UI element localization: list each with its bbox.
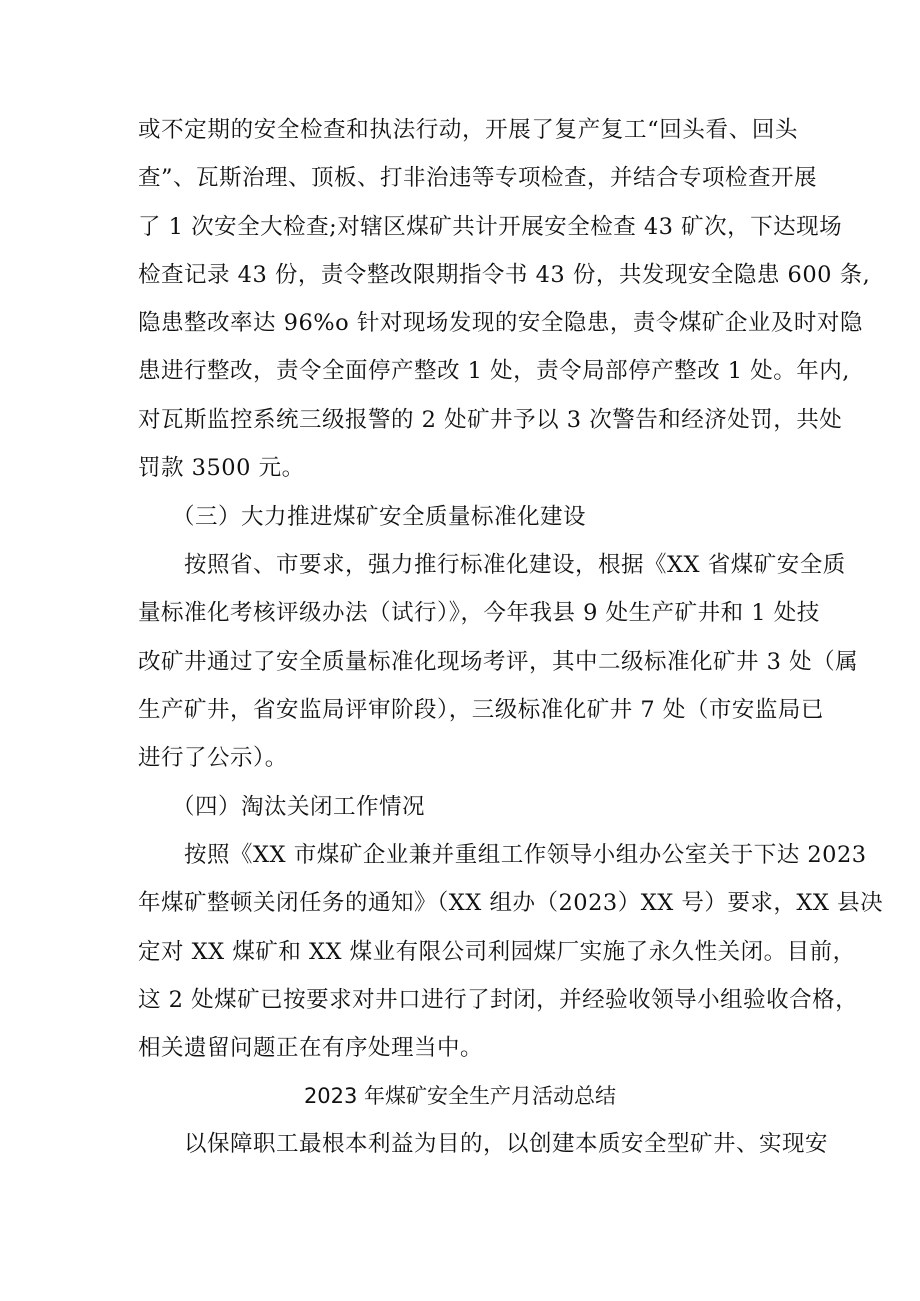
paragraph-line: 查”、瓦斯治理、顶板、打非治违等专项检查，并结合专项检查开展 [138, 165, 818, 191]
paragraph-line: 定对 XX 煤矿和 XX 煤业有限公司利园煤厂实施了永久性关闭。目前， [138, 939, 856, 965]
paragraph-line: 患进行整改，责令全面停产整改 1 处，责令局部停产整改 1 处。年内, [138, 358, 850, 384]
paragraph-line: 了 1 次安全大检查;对辖区煤矿共计开展安全检查 43 矿次，下达现场 [138, 214, 843, 240]
section-heading: （四）淘汰关闭工作情况 [172, 794, 426, 820]
paragraph-line: 或不定期的安全检查和执法行动，开展了复产复工“回头看、回头 [138, 117, 798, 143]
paragraph-line: 以保障职工最根本利益为目的，以创建本质安全型矿井、实现安 [184, 1131, 829, 1157]
section-heading: （三）大力推进煤矿安全质量标准化建设 [172, 504, 587, 530]
paragraph-line: 量标准化考核评级办法（试行）》，今年我县 9 处生产矿井和 1 处技 [138, 600, 820, 626]
paragraph-line: 罚款 3500 元。 [138, 455, 305, 481]
paragraph-line: 生产矿井，省安监局评审阶段），三级标准化矿井 7 处（市安监局已 [138, 697, 824, 723]
paragraph-line: 按照《XX 市煤矿企业兼并重组工作领导小组办公室关于下达 2023 [184, 842, 867, 868]
paragraph-line: 按照省、市要求，强力推行标准化建设，根据《XX 省煤矿安全质 [184, 552, 846, 578]
paragraph-line: 年煤矿整顿关闭任务的通知》（XX 组办（2023）XX 号）要求，XX 县决 [138, 890, 884, 916]
paragraph-line: 相关遗留问题正在有序处理当中。 [138, 1035, 484, 1061]
paragraph-line: 这 2 处煤矿已按要求对井口进行了封闭，并经验收领导小组验收合格， [138, 987, 859, 1013]
paragraph-line: 检查记录 43 份，责令整改限期指令书 43 份，共发现安全隐患 600 条, [138, 262, 871, 288]
document-title: 2023 年煤矿安全生产月活动总结 [303, 1084, 617, 1108]
paragraph-line: 改矿井通过了安全质量标准化现场考评，其中二级标准化矿井 3 处（属 [138, 649, 859, 675]
paragraph-line: 进行了公示）。 [138, 745, 288, 771]
paragraph-line: 对瓦斯监控系统三级报警的 2 处矿井予以 3 次警告和经济处罚，共处 [138, 407, 843, 433]
paragraph-line: 隐患整改率达 96%o 针对现场发现的安全隐患，责令煤矿企业及时对隐 [138, 310, 863, 336]
